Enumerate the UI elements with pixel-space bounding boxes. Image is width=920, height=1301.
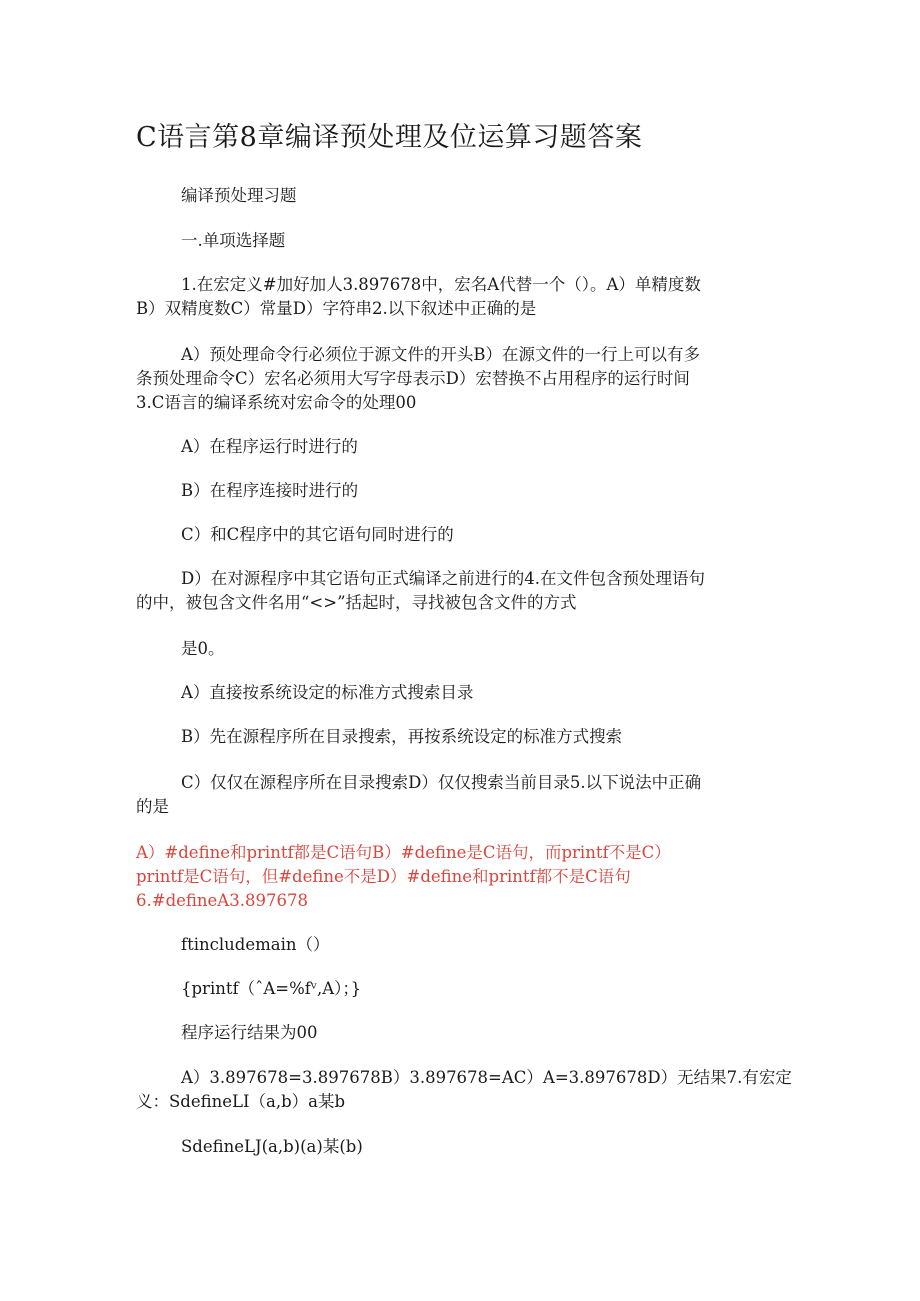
- option-a: A）在程序运行时进行的: [181, 437, 358, 456]
- paragraph-line: 的中，被包含文件名用“<>”括起时，寻找被包含文件的方式: [136, 593, 577, 612]
- paragraph-line: C）仅仅在源程序所在目录搜索D）仅仅搜索当前目录5.以下说法中正确: [181, 773, 702, 792]
- code-line-printf: {printf（ˆA=%fᵛ,A）；}: [181, 979, 362, 998]
- question-2-options-paragraph: [136, 343, 776, 415]
- paragraph-line: 义：SdefineLI（a,b）a某b: [136, 1092, 346, 1111]
- result-line: 程序运行结果为00: [181, 1023, 318, 1042]
- option-a-2: A）直接按系统设定的标准方式搜索目录: [181, 683, 474, 702]
- highlighted-answer-block: [136, 841, 776, 913]
- subsection-heading: 一.单项选择题: [181, 231, 286, 250]
- paragraph-line: 1.在宏定义#加好加人3.897678中，宏名A代替一个（）。A）单精度数: [181, 275, 701, 294]
- section-heading: 编译预处理习题: [181, 186, 297, 205]
- paragraph-line: A）预处理命令行必须位于源文件的开头B）在源文件的一行上可以有多: [181, 345, 701, 364]
- question-7-paragraph: [136, 1066, 792, 1114]
- option-b: B）在程序连接时进行的: [181, 481, 359, 500]
- paragraph-line: 条预处理命令C）宏名必须用大写字母表示D）宏替换不占用程序的运行时间: [136, 369, 690, 388]
- option-c: C）和C程序中的其它语句同时进行的: [181, 525, 454, 544]
- paragraph-line: 的是: [136, 797, 169, 816]
- paragraph-line: B）双精度数C）常量D）字符串2.以下叙述中正确的是: [136, 299, 537, 318]
- question-1-paragraph: [136, 273, 776, 321]
- paragraph-line: D）在对源程序中其它语句正式编译之前进行的4.在文件包含预处理语句: [181, 569, 705, 588]
- question-4-paragraph: [136, 567, 776, 615]
- code-line-define: SdefineLJ(a,b)(a)某(b): [181, 1137, 363, 1156]
- question-5-paragraph: [136, 771, 776, 819]
- option-b-2: B）先在源程序所在目录搜索，再按系统设定的标准方式搜索: [181, 727, 623, 746]
- paragraph-line: 6.#defineA3.897678: [136, 891, 308, 910]
- document-title: C语言第8章编译预处理及位运算习题答案: [136, 122, 643, 153]
- paragraph-line: A）#define和printf都是C语句B）#define是C语句，而printf不是C）: [136, 843, 671, 862]
- paragraph-line: A）3.897678=3.897678B）3.897678=AC）A=3.897678D）无结果7.有宏定: [181, 1068, 792, 1087]
- code-line-include: ftincludemain（）: [181, 935, 330, 954]
- question-4-continuation: 是0。: [181, 639, 225, 658]
- paragraph-line: 3.C语言的编译系统对宏命令的处理00: [136, 393, 417, 412]
- paragraph-line: printf是C语句，但#define不是D）#define和printf都不是C语句: [136, 867, 631, 886]
